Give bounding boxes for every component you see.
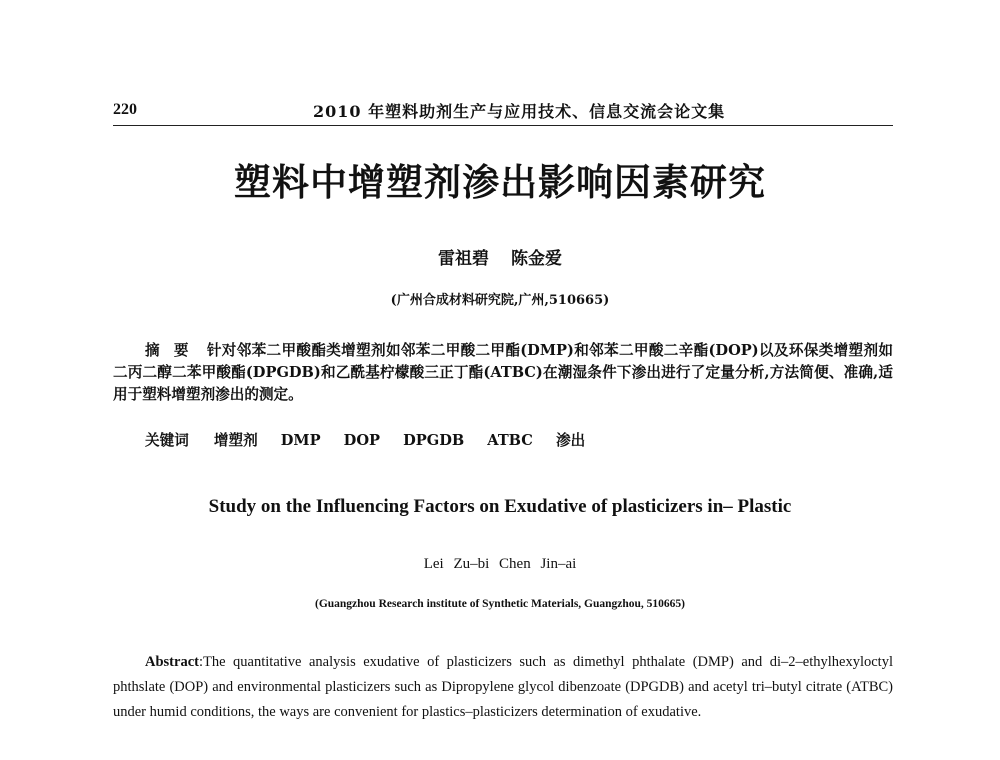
keyword: 渗出	[556, 432, 586, 449]
abstract-cn-label: 摘要	[145, 342, 203, 359]
keyword: 增塑剂	[213, 432, 258, 449]
authors-en: Lei Zu–bi Chen Jin–ai	[423, 556, 577, 572]
authors-cn: 雷祖碧 陈金爱	[438, 249, 562, 269]
running-title: 2010 年塑料助剂生产与应用技术、信息交流会论文集	[313, 102, 726, 121]
keyword: DMP	[280, 432, 321, 449]
abstract-en	[113, 650, 893, 725]
keyword: DPGDB	[403, 432, 465, 449]
paper-title-en: Study on the Influencing Factors on Exudative of plasticizers in– Plastic	[208, 496, 792, 517]
affiliation-cn: (广州合成材料研究院,广州,510665)	[390, 293, 610, 308]
abstract-cn	[113, 340, 893, 406]
keyword: ATBC	[487, 432, 533, 449]
affiliation-en: (Guangzhou Research institute of Synthetic Materials, Guangzhou, 510665)	[314, 598, 686, 610]
abstract-cn-text: 针对邻苯二甲酸酯类增塑剂如邻苯二甲酸二甲酯(DMP)和邻苯二甲酸二辛酯(DOP)以及环保类增塑剂如二丙二醇二苯甲酸酯(DPGDB)和乙酰基柠檬酸三正丁酯(ATBC)在潮湿条件下渗出进行了定量分析,方法简便、准确,适用于塑料增塑剂渗出的测定。	[113, 342, 893, 403]
running-header	[113, 95, 893, 126]
page-number: 220	[113, 101, 137, 118]
paper-title-cn: 塑料中增塑剂渗出影响因素研究	[234, 160, 766, 204]
keyword: DOP	[343, 432, 381, 449]
keywords-cn	[145, 429, 885, 450]
keywords-cn-label: 关键词	[145, 432, 189, 449]
abstract-en-text: :The quantitative analysis exudative of plasticizers such as dimethyl phthalate (DMP) and di–2–ethylhexyloctyl phthslate (DOP) and environmental plasticizers such as Dipropylene glycol dibenzoate (DPGDB) and acetyl tri–butyl citrate (ATBC) under humid conditions, the ways are convenient for plastics–plasticizers determination of exudative.	[113, 654, 893, 720]
abstract-en-label: Abstract	[145, 654, 199, 670]
